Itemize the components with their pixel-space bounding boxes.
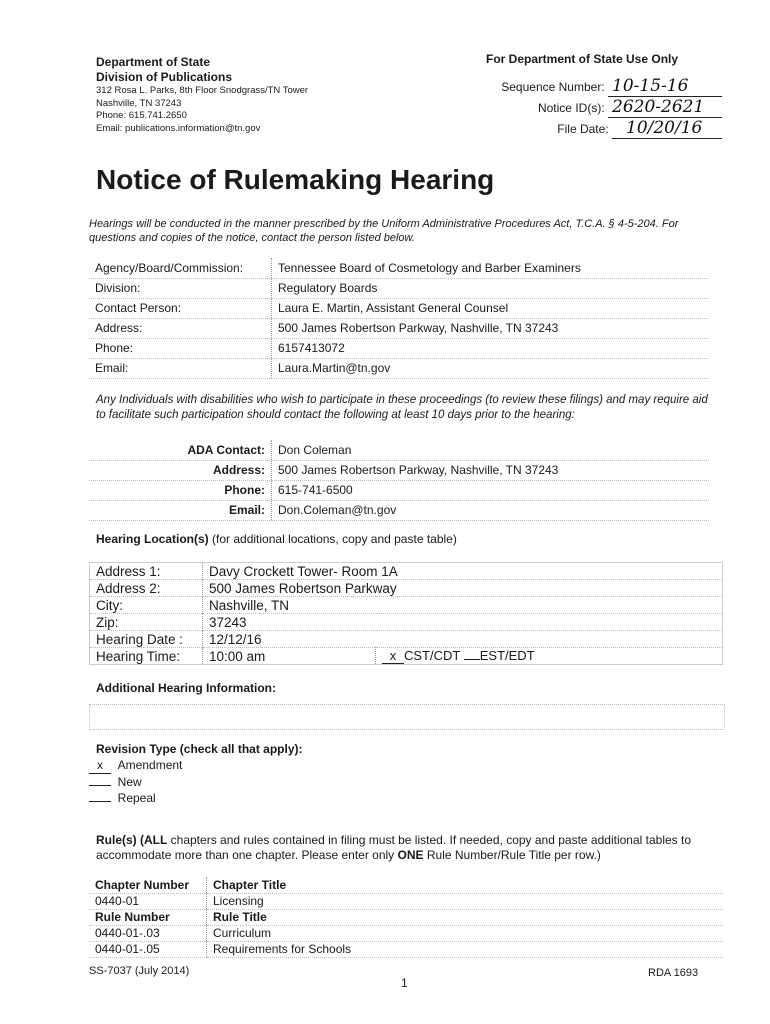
hearing-value: 12/12/16 <box>203 631 723 648</box>
tz-est-label: EST/EDT <box>479 648 535 663</box>
hearing-heading <box>96 532 457 546</box>
agency-label: Agency/Board/Commission: <box>89 258 272 278</box>
hearing-row <box>90 563 723 580</box>
contact-label: Contact Person: <box>89 298 272 318</box>
rda-number: RDA 1693 <box>648 967 699 979</box>
hearing-value: Nashville, TN <box>203 597 723 614</box>
hearing-label: Hearing Time: <box>96 648 181 664</box>
revision-check[interactable] <box>89 801 111 802</box>
notice-row <box>501 97 722 118</box>
phone-value: 6157413072 <box>272 338 710 358</box>
rule-title-header: Rule Title <box>207 909 724 925</box>
hearing-heading-note: (for additional locations, copy and paste table) <box>208 532 457 546</box>
email-label: Email: <box>89 358 272 378</box>
rules-intro-one: ONE <box>397 848 424 862</box>
notice-label: Notice ID(s): <box>537 101 605 115</box>
ada-contact-label: ADA Contact: <box>89 440 272 460</box>
email-value: Laura.Martin@tn.gov <box>272 358 710 378</box>
rule-row <box>89 941 723 957</box>
hearing-label: Address 1: <box>96 563 161 579</box>
ada-contact-value: Don Coleman <box>272 440 710 460</box>
ada-phone-row <box>89 480 709 500</box>
ada-phone-value: 615-741-6500 <box>272 480 710 500</box>
timezone-options <box>376 648 723 665</box>
rules-intro-all: ALL <box>144 833 168 847</box>
revision-label: New <box>117 775 142 789</box>
phone-row <box>89 338 709 358</box>
sequence-row <box>501 76 722 97</box>
rule-number: 0440-01-.05 <box>89 941 207 957</box>
ada-contact-row <box>89 440 709 460</box>
division-label: Division: <box>89 278 272 298</box>
use-only-heading: For Department of State Use Only <box>486 52 679 66</box>
hearing-value: 37243 <box>203 614 723 631</box>
division-name: Division of Publications <box>96 70 233 84</box>
hearing-label: Hearing Date : <box>96 631 184 647</box>
revision-check[interactable] <box>89 785 111 786</box>
additional-info-heading: Additional Hearing Information: <box>96 681 276 695</box>
chapter-number: 0440-01 <box>89 893 207 909</box>
revision-label: Amendment <box>117 758 183 772</box>
ada-table <box>89 440 709 521</box>
agency-value: Tennessee Board of Cosmetology and Barber Examiners <box>272 258 710 278</box>
rule-number-header: Rule Number <box>89 909 207 925</box>
rule-number: 0440-01-.03 <box>89 925 207 941</box>
division-row <box>89 278 709 298</box>
hearing-label: Address 2: <box>96 580 161 596</box>
ada-phone-label: Phone: <box>89 480 272 500</box>
ada-address-row <box>89 460 709 480</box>
hearing-value: 500 James Robertson Parkway <box>203 580 723 597</box>
notice-value: 2620-2621 <box>608 97 722 118</box>
chapter-title-header: Chapter Title <box>207 877 724 893</box>
hearing-row <box>90 580 723 597</box>
revision-option-repeal[interactable] <box>89 790 182 806</box>
issuer-phone: Phone: 615.741.2650 <box>96 110 187 121</box>
rules-intro-b: chapters and rules contained in filing must be listed. If needed, copy and paste additional tables to accommodate more than one chapter. Please enter only <box>96 833 691 862</box>
intro-text: Hearings will be conducted in the manner prescribed by the Uniform Administrative Procedures Act, T.C.A. § 4-5-204. For questions and copies of the notice, contact the person listed below. <box>89 218 679 244</box>
rules-intro-c: Rule Number/Rule Title per row.) <box>423 848 601 862</box>
contact-value: Laura E. Martin, Assistant General Counsel <box>272 298 710 318</box>
hearing-row <box>90 614 723 631</box>
hearing-value: Davy Crockett Tower- Room 1A <box>203 563 723 580</box>
issuer-email: Email: publications.information@tn.gov <box>96 122 261 134</box>
tz-cst-label: CST/CDT <box>404 648 461 663</box>
hearing-row <box>90 597 723 614</box>
division-value: Regulatory Boards <box>272 278 710 298</box>
hearing-time-row <box>90 648 723 665</box>
hearing-heading-title: Hearing Location(s) <box>96 532 209 546</box>
revision-heading: Revision Type (check all that apply): <box>96 742 303 756</box>
rule-title: Curriculum <box>207 925 724 941</box>
additional-info-box[interactable] <box>89 704 725 730</box>
page-title: Notice of Rulemaking Hearing <box>96 164 495 195</box>
hearing-row <box>90 631 723 648</box>
file-date-row <box>501 118 722 139</box>
ada-address-label: Address: <box>89 460 272 480</box>
ada-email-label: Email: <box>89 500 272 520</box>
chapter-title: Licensing <box>207 893 724 909</box>
hearing-label: City: <box>96 597 123 613</box>
chapter-header-row <box>89 877 723 893</box>
revision-label: Repeal <box>117 791 156 805</box>
rule-header-row <box>89 909 723 925</box>
issuer-address: 312 Rosa L. Parks, 8th Floor Snodgrass/TN Tower <box>96 85 309 96</box>
revision-options <box>89 757 182 806</box>
issuer-block <box>96 55 308 135</box>
address-label: Address: <box>89 318 272 338</box>
rules-intro <box>96 833 721 863</box>
hearing-value: 10:00 am <box>203 648 376 665</box>
ada-email-row <box>89 500 709 520</box>
rule-title: Requirements for Schools <box>207 941 724 957</box>
ada-address-value: 500 James Robertson Parkway, Nashville, TN 37243 <box>272 460 710 480</box>
hearing-label: Zip: <box>96 614 119 630</box>
sequence-label: Sequence Number: <box>501 80 605 94</box>
address-row <box>89 318 709 338</box>
tz-est-check[interactable] <box>464 659 480 660</box>
agency-table <box>89 258 709 379</box>
contact-row <box>89 298 709 318</box>
rules-intro-a: Rule(s) ( <box>96 833 144 847</box>
revision-option-amendment[interactable] <box>89 757 182 774</box>
revision-check[interactable]: x <box>89 757 111 774</box>
page-number: 1 <box>401 976 408 990</box>
hearing-table <box>89 562 723 665</box>
ada-intro: Any Individuals with disabilities who wish to participate in these proceedings (to review these filings) and may require aid to facilitate such participation should contact the following at least 10 days prior to the hearing: <box>96 394 708 421</box>
agency-row <box>89 258 709 278</box>
tz-cst-check[interactable]: x <box>382 648 404 664</box>
address-value: 500 James Robertson Parkway, Nashville, TN 37243 <box>272 318 710 338</box>
sequence-value: 10-15-16 <box>608 76 722 97</box>
form-number: SS-7037 (July 2014) <box>89 965 190 977</box>
revision-option-new[interactable] <box>89 774 182 790</box>
file-date-value: 10/20/16 <box>612 118 722 139</box>
rule-row <box>89 925 723 941</box>
issuer-city: Nashville, TN 37243 <box>96 97 182 109</box>
dept-name: Department of State <box>96 55 211 69</box>
file-date-label: File Date: <box>557 122 609 136</box>
phone-label: Phone: <box>89 338 272 358</box>
ada-email-value: Don.Coleman@tn.gov <box>272 500 710 520</box>
rules-table <box>89 877 723 958</box>
state-use-block <box>501 76 722 139</box>
email-row <box>89 358 709 378</box>
chapter-row <box>89 893 723 909</box>
chapter-number-header: Chapter Number <box>89 877 207 893</box>
